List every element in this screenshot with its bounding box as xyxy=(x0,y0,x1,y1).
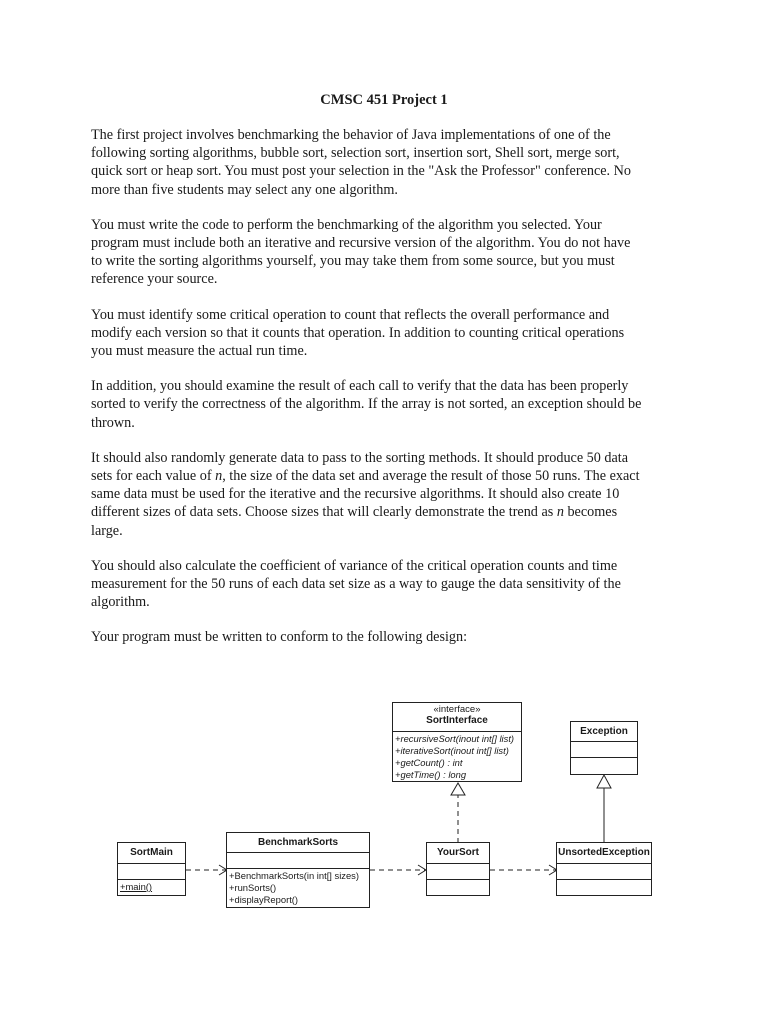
uml-class-sortinterface xyxy=(392,702,522,782)
class-name: UnsortedException xyxy=(558,847,650,858)
interface-stereotype: «interface» xyxy=(433,704,481,715)
uml-methods-section xyxy=(571,758,637,774)
uml-class-header xyxy=(118,843,185,864)
class-name: Exception xyxy=(580,726,628,737)
uml-attributes-section xyxy=(118,864,185,880)
uml-class-benchmarksorts xyxy=(226,832,370,908)
uml-attributes-section xyxy=(571,742,637,758)
method-get-count: +getCount() : int xyxy=(395,757,463,768)
class-name: SortInterface xyxy=(426,715,488,726)
dependency-arrowhead xyxy=(549,865,557,875)
variable-n: n xyxy=(556,504,564,521)
paragraph-design-intro: Your program must be written to conform to the following design: xyxy=(91,629,468,646)
dependency-arrowhead xyxy=(219,865,227,875)
method-run-sorts: +runSorts() xyxy=(229,882,277,893)
uml-class-header xyxy=(427,843,489,864)
uml-methods-section xyxy=(427,880,489,896)
uml-attributes-section xyxy=(227,853,369,869)
method-display-report: +displayReport() xyxy=(229,894,299,905)
paragraph-random-data xyxy=(91,449,681,540)
uml-class-sortmain xyxy=(117,842,186,896)
method-benchmarksorts-constructor: +BenchmarkSorts(in int[] sizes) xyxy=(229,870,359,881)
uml-class-header xyxy=(227,833,369,853)
uml-class-unsortedexception xyxy=(556,842,652,896)
method-iterative-sort: +iterativeSort(inout int[] list) xyxy=(395,745,509,756)
uml-class-header xyxy=(571,722,637,742)
realization-triangle xyxy=(451,783,465,795)
uml-methods-section xyxy=(393,732,521,781)
method-main: +main() xyxy=(120,881,153,892)
uml-class-header xyxy=(557,843,651,864)
page-title: CMSC 451 Project 1 xyxy=(320,92,448,108)
paragraph-sorting-algorithms: The first project involves benchmarking the behavior of Java implementations of one of the following sorting algorithms, bubble sort, selection sort, insertion sort, Shell sort, merge sort, quick sort or heap sort. You must post your selection in the "Ask the Professor" conference. No more than five students may select any one algorithm. xyxy=(91,127,631,198)
uml-methods-section xyxy=(227,869,369,906)
uml-class-exception xyxy=(570,721,638,775)
dependency-arrowhead xyxy=(418,865,426,875)
paragraph-random-data-part-c: becomes large. xyxy=(91,504,618,539)
uml-attributes-section xyxy=(427,864,489,880)
method-recursive-sort: +recursiveSort(inout int[] list) xyxy=(395,733,515,744)
paragraph-random-data-part-b: , the size of the data set and average the result of those 50 runs. The exact same data must be used for the iterative and the recursive algorithms. It should also create 10 different sizes of data sets. Choose sizes that will clearly demonstrate the trend as xyxy=(91,468,640,521)
document-body xyxy=(91,126,681,664)
uml-class-header xyxy=(393,703,521,732)
paragraph-random-data-part-a: It should also randomly generate data to pass to the sorting methods. It should produce 50 data sets for each value of xyxy=(91,449,629,485)
paragraph-verify-sorted: In addition, you should examine the result of each call to verify that the data has been properly sorted to verify the correctness of the algorithm. If the array is not sorted, an exception should be thrown. xyxy=(91,378,642,431)
class-name: YourSort xyxy=(436,847,480,858)
paragraph-benchmark-code: You must write the code to perform the benchmarking of the algorithm you selected. Your program must include both an iterative and recursive version of the algorithm. You do not have to write the sorting algorithms yourself, you may take them from some source, but you must reference your source. xyxy=(91,216,631,288)
class-name: BenchmarkSorts xyxy=(257,837,339,848)
method-get-time: +getTime() : long xyxy=(395,769,467,780)
uml-class-yoursort xyxy=(426,842,490,896)
paragraph-critical-operation: You must identify some critical operation to count that reflects the overall performance and modify each version so that it counts that operation. In addition to counting critical operations you must measure the actual run time. xyxy=(91,306,625,360)
uml-methods-section xyxy=(118,880,185,893)
class-name: SortMain xyxy=(130,847,173,858)
paragraph-coefficient-variance: You should also calculate the coefficient of variance of the critical operation counts and time measurement for the 50 runs of each data set size as a way to gauge the data sensitivity of the algorithm. xyxy=(91,557,621,611)
uml-attributes-section xyxy=(557,864,651,880)
variable-n: n xyxy=(215,468,223,485)
generalization-triangle xyxy=(597,775,611,788)
uml-methods-section xyxy=(557,880,651,896)
